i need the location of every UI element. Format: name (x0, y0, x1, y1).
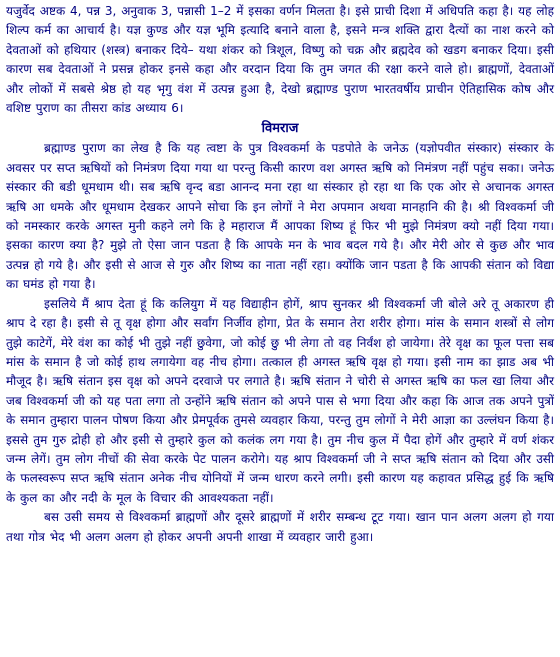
intro-paragraph: यजुर्वेद अष्टक 4, पन्न 3, अनुवाक 3, पन्नासी 1–2 में इसका वर्णन मिलता है। इसे प्राची दिशा में अधिपति कहा है। यह लोह शिल्प कर्म का आचार्य है। यज्ञ कुण्ड और यज्ञ भूमि इत्यादि बनाने वाला है, इसने मन्त्र शक्ति द्वारा दैत्यों का नाश करने को देवताओं को हथियार (शस्त्र) बनाकर दिये– यथा शंकर को त्रिशूल, विष्णु को चक्र और ब्रह्मदेव को खडग बनाकर दिया। इसी कारण सब देवताओं ने प्रसन्न होकर इनसे कहा और वरदान दिया कि तुम जगत की रक्षा करने वाले हो। ब्राह्मणों, देवताओं और लोकों में सबसे श्रेष्ठ हो यह भृगु वंश में उत्पन्न हुआ है, देखो ब्रह्माण्ड पुराण भारतवर्षीय प्राचीन ऐतिहासिक कोष और वशिष्ट पुराण का तीसरा कांड अध्याय 6। (6, 4, 554, 116)
body-paragraph-3: बस उसी समय से विश्वकर्मा ब्राह्मणों और दूसरे ब्राह्मणों में शरीर सम्बन्ध टूट गया। खान पान अलग अलग हो गया तथा गोत्र भेद भी अलग अलग हो होकर अपनी अपनी शाखा में व्यवहार जारी हुआ। (6, 510, 554, 544)
section-heading: विमराज (261, 121, 299, 137)
body-paragraph-2: इसलिये मैं श्राप देता हूं कि कलियुग में यह विद्याहीन होगें, श्राप सुनकर श्री विश्वकर्मा जी बोले अरे तू अकारण ही श्राप दे रहा है। इसी से तू वृक्ष होगा और सर्वांग निर्जीव होगा, प्रेत के समान तेरा शरीर होगा। मांस के समान शस्त्रों से लोग तुझे काटेगें, मेरे वंश का कोई भी तुझे नहीं छुवेगा, जो कोई छु भी लेगा तो वह निर्वंश हो जायेगा। तेरे वृक्ष का फूल पत्ता सब मांस के समान है जो कोई हाथ लगायेगा वह नीच होगा। तत्काल ही अगस्त ऋषि वृक्ष हो गया। इसी नाम का झाड अब भी मौजूद है। ऋषि संतान इस वृक्ष को अपने दरवाजे पर लगाते है। ऋषि संतान ने चोरी से अगस्त ऋषि का फल खा लिया और जब विश्वकर्मा जी को यह पता लगा तो उन्होंने ऋषि संतान को अपने पास से भगा दिया और कहा कि आज तक अपने पुत्रों के समान तुम्हारा पालन पोषण किया और प्रेमपूर्वक तुमसे व्यवहार किया, परन्तु तुम लोगों ने मेरी आज्ञा का उल्लंघन किया है। इससे तुम गुरु द्रोही हो और इसी से तुम्हारे कुल को कलंक लग गया है। तुम नीच कुल में पैदा होगें और तुम्हारे में वर्ण शंकर जन्म लेगें। तुम लोग नीचों की सेवा करके पेट पालन करोगे। यह श्राप विश्वकर्मा जी ने सप्त ऋषि संतान को दिया और उसी के फलस्वरूप सप्त ऋषि संतान अनेक नीच योनियों में जन्म धारण करने लगी। इसी कारण यह कहावत प्रसिद्ध हुई कि ऋषि के कुल का और नदी के मूल के विचार की आवश्यकता नहीं। (6, 296, 554, 505)
body-paragraph-1: ब्रह्माण्ड पुराण का लेख है कि यह त्वष्टा के पुत्र विश्वकर्मा के पडपोते के जनेऊ (यज्ञोपवीत संस्कार) संस्कार के अवसर पर सप्त ऋषियों को निमंत्रण दिया गया था परन्तु किसी कारण वश अगस्त ऋषि को निमंत्रण नहीं पहुंच सका। जनेऊ संस्कार की बडी धूमधाम थी। सब ऋषि वृन्द बडा आनन्द मना रहा था संस्कार हो रहा था कि एक ओर से अचानक अगस्त ऋषि आ धमके और धूमधाम देखकर आपने सोचा कि इन लोगों ने मेरा अपमान अथवा मानहानि की है। श्री विश्वकर्मा जी को नमस्कार करके अगस्त मुनी कहने लगे कि हे महाराज मैं आपका शिष्य हूं फिर भी मुझे निमंत्रण क्यो नहीं दिया गया। इसका कारण क्या है? मुझे तो ऐसा जान पडता है कि आपके मन के भाव बदल गये है। और मेरी ओर से कुछ और भाव उत्पन्न हो गये है। और इसी से आज से गुरु और शिष्य का नाता नहीं रहा। क्योंकि जान पडता है कि आपकी संतान को विद्या का घमंड हो गया है। (6, 141, 554, 292)
